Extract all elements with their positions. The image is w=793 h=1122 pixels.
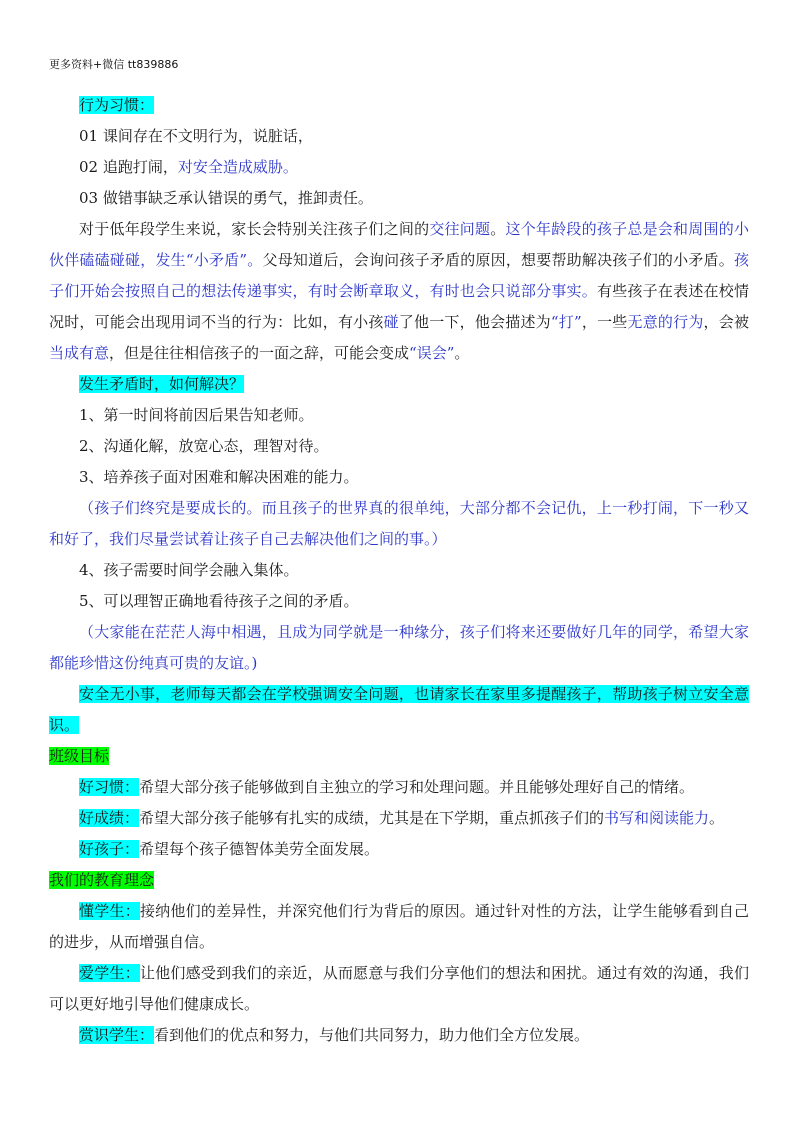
philosophy-heading: 我们的教育理念 xyxy=(49,871,155,889)
behavior-heading-line xyxy=(49,90,749,121)
philosophy-love-text: 让他们感受到我们的亲近，从而愿意与我们分享他们的想法和困扰。通过有效的沟通，我们可以更好地引导他们健康成长。 xyxy=(49,964,749,1013)
philosophy-understand-text: 接纳他们的差异性，并深究他们行为背后的原因。通过针对性的方法，让学生能够看到自己的进步，从而增强自信。 xyxy=(49,902,749,951)
para-emphasis: 当成有意 xyxy=(49,344,110,362)
behavior-heading: 行为习惯： xyxy=(79,96,155,114)
para-text: ，会被 xyxy=(703,313,749,331)
para-emphasis: “误会” xyxy=(409,344,455,362)
behavior-item-1: 01 课间存在不文明行为，说脏话， xyxy=(79,127,313,145)
para-text: 父母知道后，会询问孩子矛盾的原因，想要帮助解决孩子们的小矛盾。 xyxy=(262,251,734,269)
para-emphasis: “打” xyxy=(550,313,582,331)
para-emphasis: 交往问题 xyxy=(429,220,491,238)
goal-kid-text: 希望每个孩子德智体美劳全面发展。 xyxy=(139,840,380,858)
para-text: ，但是往往相信孩子的一面之辞，可能会变成 xyxy=(109,344,410,362)
para-text: 。 xyxy=(490,220,506,238)
conflict-item-3: 3、培养孩子面对困难和解决困难的能力。 xyxy=(79,468,359,486)
conflict-item-4: 4、孩子需要时间学会融入集体。 xyxy=(79,561,299,579)
para-text: ，一些 xyxy=(581,313,628,331)
para-text: 对于低年段学生来说，家长会特别关注孩子们之间的 xyxy=(79,220,430,238)
philosophy-heading-line xyxy=(49,865,749,896)
goal-habit xyxy=(49,772,749,803)
goal-grade xyxy=(49,803,749,834)
paragraph-peer-issues xyxy=(49,214,749,369)
para-text: 了他一下，他会描述为 xyxy=(398,313,551,331)
philosophy-understand xyxy=(49,896,749,958)
para-emphasis: 孩子们开始会按照自己的想法传递事实，有时会断章取义，有时也会只说部分事实。 xyxy=(49,251,749,300)
behavior-item-2 xyxy=(49,152,749,183)
goal-kid-label: 好孩子： xyxy=(79,840,140,858)
goals-heading: 班级目标 xyxy=(49,747,110,765)
goal-habit-text: 希望大部分孩子能够做到自主独立的学习和处理问题。并且能够处理好自己的情绪。 xyxy=(139,778,695,796)
goal-grade-emphasis: 书写和阅读能力 xyxy=(604,809,710,827)
philosophy-love xyxy=(49,958,749,1020)
para-emphasis: 碰 xyxy=(383,313,399,331)
philosophy-appreciate xyxy=(49,1020,749,1051)
goal-grade-end: 。 xyxy=(709,809,725,827)
para-text: 。 xyxy=(454,344,470,362)
goal-grade-label: 好成绩： xyxy=(79,809,140,827)
conflict-heading-line xyxy=(49,369,749,400)
philosophy-appreciate-text: 看到他们的优点和努力，与他们共同努力，助力他们全方位发展。 xyxy=(154,1026,590,1044)
conflict-item-5: 5、可以理智正确地看待孩子之间的矛盾。 xyxy=(79,592,359,610)
philosophy-love-label: 爱学生： xyxy=(79,964,140,982)
goal-grade-text: 希望大部分孩子能够有扎实的成绩，尤其是在下学期，重点抓孩子们的 xyxy=(139,809,605,827)
para-emphasis: 无意的行为 xyxy=(627,313,704,331)
philosophy-appreciate-label: 赏识学生： xyxy=(79,1026,155,1044)
conflict-note-1: （孩子们终究是要成长的。而且孩子的世界真的很单纯，大部分都不会记仇，上一秒打闹，下一秒又和好了，我们尽量尝试着让孩子自己去解决他们之间的事。） xyxy=(49,499,749,548)
conflict-item-2: 2、沟通化解，放宽心态，理智对待。 xyxy=(79,437,329,455)
behavior-item-2-emphasis: 对安全造成威胁。 xyxy=(177,158,298,176)
goal-kid xyxy=(49,834,749,865)
document-body xyxy=(49,90,749,1051)
safety-paragraph xyxy=(49,679,749,741)
goals-heading-line xyxy=(49,741,749,772)
behavior-item-3: 03 做错事缺乏承认错误的勇气，推卸责任。 xyxy=(79,189,373,207)
behavior-item-2-text: 02 追跑打闹， xyxy=(79,158,178,176)
philosophy-understand-label: 懂学生： xyxy=(79,902,140,920)
para-emphasis: 这个年龄段的孩子总是会和周围的小伙伴磕磕碰碰，发生“小矛盾”。 xyxy=(49,220,749,269)
conflict-heading: 发生矛盾时，如何解决？ xyxy=(79,375,245,393)
header-note: 更多资料+微信 tt839886 xyxy=(49,58,179,71)
safety-text: 安全无小事，老师每天都会在学校强调安全问题，也请家长在家里多提醒孩子，帮助孩子树立安全意识。 xyxy=(49,685,749,734)
conflict-note-2: （大家能在茫茫人海中相遇，且成为同学就是一种缘分，孩子们将来还要做好几年的同学，希望大家都能珍惜这份纯真可贵的友谊。) xyxy=(49,623,749,672)
goal-habit-label: 好习惯： xyxy=(79,778,140,796)
para-text: 有些孩子在表述在校情况时，可能会出现用词不当的行为：比如，有小孩 xyxy=(49,282,749,331)
conflict-item-1: 1、第一时间将前因后果告知老师。 xyxy=(79,406,314,424)
